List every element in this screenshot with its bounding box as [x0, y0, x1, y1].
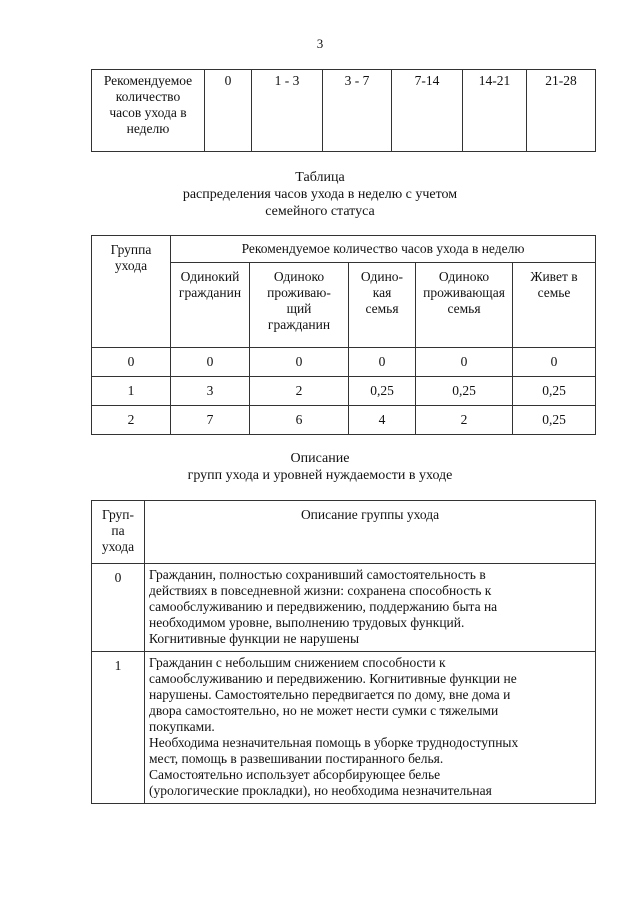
table-row [92, 377, 596, 406]
group-description: Гражданин с небольшим снижением способности к самообслуживанию и передвижению. Когнитивные функции не нарушены. Самостоятельно передвигается по дому, вне дома и двора самостоятельно, но не может нести сумки с тяжелыми покупками. Необходима незначительная помощь в уборке труднодоступных мест, помощь в развешивании постиранного белья. Самостоятельно использует абсорбирующее белье (урологические прокладки), но необходима незначительная [145, 652, 596, 804]
table-cell: 2 [92, 406, 171, 435]
group-number: 1 [92, 652, 145, 804]
group-description-table [91, 500, 596, 804]
hours-span-header: Рекомендуемое количество часов ухода в неделю [171, 236, 596, 263]
hours-value: 3 - 7 [323, 70, 392, 152]
table-cell: 0 [92, 348, 171, 377]
table-cell: 2 [250, 377, 349, 406]
table-cell: 0,25 [513, 406, 596, 435]
group-header: Группа ухода [92, 236, 171, 348]
hours-value: 7-14 [392, 70, 463, 152]
hours-value: 14-21 [463, 70, 527, 152]
hours-value: 0 [205, 70, 252, 152]
table-row [92, 236, 596, 263]
page-number: 3 [316, 36, 324, 51]
table-cell: 1 [92, 377, 171, 406]
sub-header: Одино- кая семья [349, 263, 416, 348]
table-row [92, 348, 596, 377]
sub-header: Одиноко проживаю- щий гражданин [250, 263, 349, 348]
group-header: Груп- па ухода [92, 501, 145, 564]
sub-header: Живет в семье [513, 263, 596, 348]
table-cell: 3 [171, 377, 250, 406]
group-description: Гражданин, полностью сохранивший самостоятельность в действиях в повседневной жизни: сохранена способность к самообслуживанию и передвижению, поддержанию быта на необходимом уровне, выполнению трудовых функций. Когнитивные функции не нарушены [145, 564, 596, 652]
table-cell: 0,25 [513, 377, 596, 406]
table-cell: 0 [250, 348, 349, 377]
sub-header: Одиноко проживающая семья [416, 263, 513, 348]
hours-table [91, 69, 596, 152]
table-cell: 4 [349, 406, 416, 435]
table-cell: 2 [416, 406, 513, 435]
hours-value: 1 - 3 [252, 70, 323, 152]
table-cell: 0,25 [349, 377, 416, 406]
table-row [92, 652, 596, 804]
table-cell: 0 [349, 348, 416, 377]
hours-row-label: Рекомендуемое количество часов ухода в неделю [92, 70, 205, 152]
table-cell: 7 [171, 406, 250, 435]
table-cell: 0 [171, 348, 250, 377]
family-status-table [91, 235, 596, 435]
table-row [92, 501, 596, 564]
table-row [92, 70, 596, 152]
table-cell: 0,25 [416, 377, 513, 406]
table-row [92, 406, 596, 435]
family-table-caption: Таблица распределения часов ухода в неделю с учетом семейного статуса [182, 170, 458, 219]
table-cell: 0 [513, 348, 596, 377]
table-cell: 6 [250, 406, 349, 435]
sub-header: Одинокий гражданин [171, 263, 250, 348]
desc-table-caption: Описание групп ухода и уровней нуждаемости в уходе [187, 451, 453, 483]
group-number: 0 [92, 564, 145, 652]
hours-value: 21-28 [527, 70, 596, 152]
table-cell: 0 [416, 348, 513, 377]
table-row [92, 564, 596, 652]
description-header: Описание группы ухода [145, 501, 596, 564]
